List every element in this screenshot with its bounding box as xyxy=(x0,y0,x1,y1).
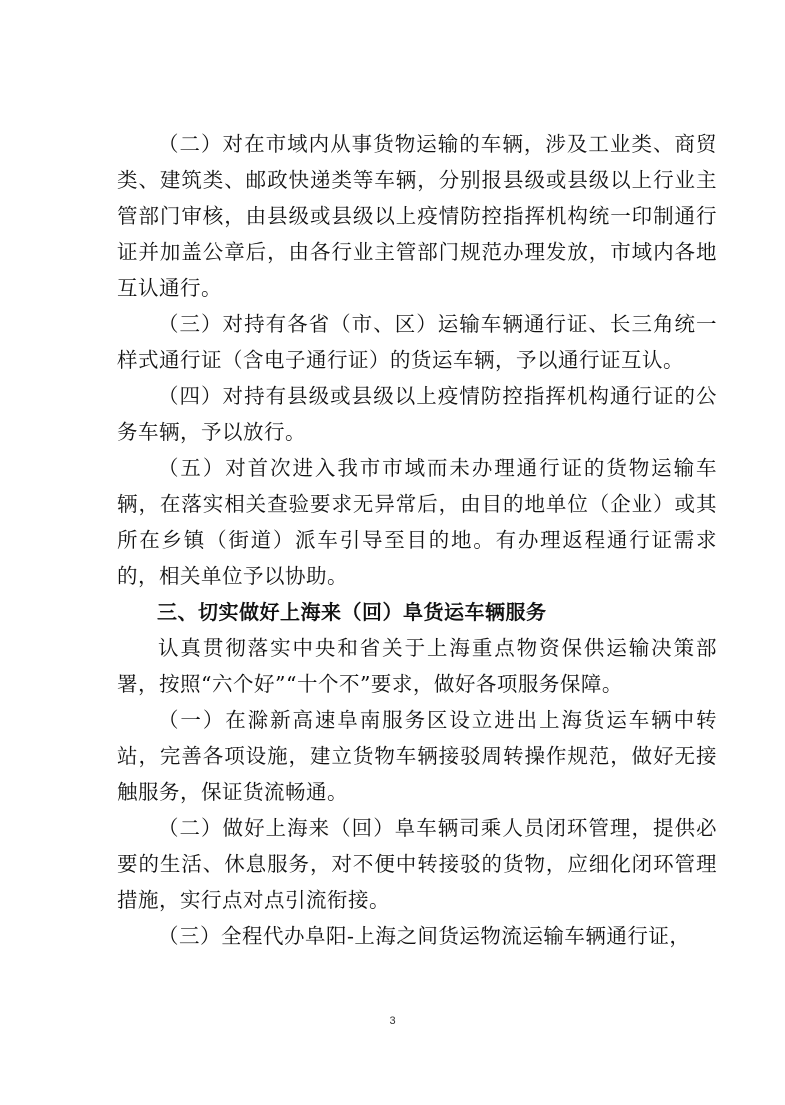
paragraph-sub-3: （三）全程代办阜阳-上海之间货运物流运输车辆通行证， xyxy=(158,924,691,948)
paragraph-sub-2: （二）做好上海来（回）阜车辆司乘人员闭环管理，提供必要的生活、休息服务，对不便中转接驳的货物，应细化闭环管理措施，实行点对点引流衔接。 xyxy=(117,816,717,912)
paragraph-item-3: （三）对持有各省（市、区）运输车辆通行证、长三角统一样式通行证（含电子通行证）的货运车辆，予以通行证互认。 xyxy=(117,312,717,372)
section-intro-paragraph: 认真贯彻落实中央和省关于上海重点物资保供运输决策部署，按照“六个好”“十个不”要求，做好各项服务保障。 xyxy=(117,636,717,696)
page-number: 3 xyxy=(389,1015,396,1027)
paragraph-item-4: （四）对持有县级或县级以上疫情防控指挥机构通行证的公务车辆，予以放行。 xyxy=(117,384,717,444)
document-body xyxy=(117,126,717,954)
section-heading: 三、切实做好上海来（回）阜货运车辆服务 xyxy=(157,600,547,624)
paragraph-item-2: （二）对在市域内从事货物运输的车辆，涉及工业类、商贸类、建筑类、邮政快递类等车辆，分别报县级或县级以上行业主管部门审核，由县级或县级以上疫情防控指挥机构统一印制通行证并加盖公章后，由各行业主管部门规范办理发放，市域内各地互认通行。 xyxy=(117,132,717,300)
paragraph-sub-1: （一）在滁新高速阜南服务区设立进出上海货运车辆中转站，完善各项设施，建立货物车辆接驳周转操作规范，做好无接触服务，保证货流畅通。 xyxy=(117,708,717,804)
paragraph-item-5: （五）对首次进入我市市域而未办理通行证的货物运输车辆，在落实相关查验要求无异常后，由目的地单位（企业）或其所在乡镇（街道）派车引导至目的地。有办理返程通行证需求的，相关单位予以协助。 xyxy=(117,456,717,588)
